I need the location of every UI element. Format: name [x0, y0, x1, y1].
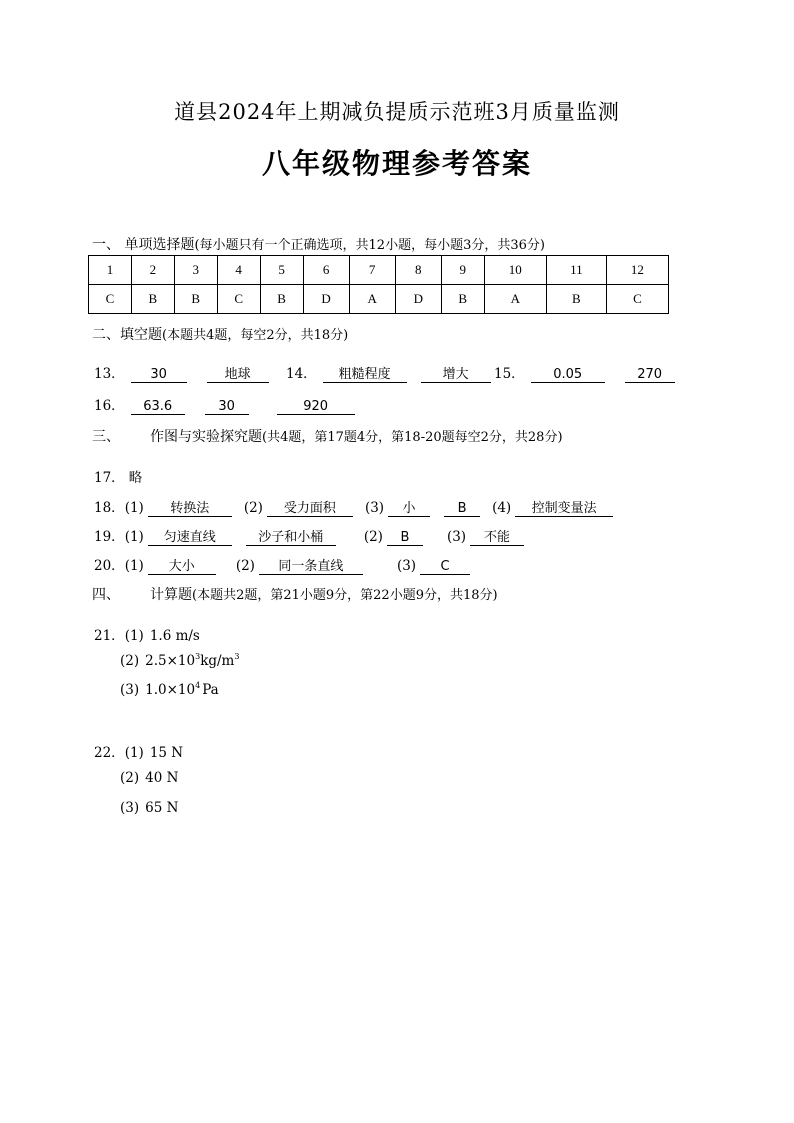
q-answer: B: [546, 285, 606, 314]
q21-number: 21．: [94, 628, 125, 644]
q21-part-3: (3): [120, 682, 140, 698]
q-number: 1: [89, 256, 132, 285]
q-number: 3: [174, 256, 217, 285]
q17-line: [94, 466, 142, 486]
q20-part-2: (2): [235, 558, 255, 574]
q13-answer-b: 地球: [207, 367, 269, 383]
q18-answer-3b: B: [444, 501, 480, 517]
q18-part-2: (2): [243, 500, 263, 516]
q21-answer-2-base: 2.5×10: [145, 653, 196, 669]
q-number: 4: [217, 256, 260, 285]
q22-answer-3: 65 N: [145, 800, 179, 816]
q15-answer-b: 270: [625, 367, 675, 383]
q13-line: [94, 362, 269, 383]
q-answer: C: [217, 285, 260, 314]
q21-answer-3-exponent: 4: [195, 681, 201, 690]
q-answer: A: [349, 285, 395, 314]
q16-answer-a: 63.6: [131, 399, 185, 415]
exam-title: 道县2024年上期减负提质示范班3月质量监测: [174, 100, 620, 124]
q20-line: [94, 554, 470, 575]
q22-part-2: (2): [120, 770, 140, 786]
q21-answer-3: [145, 682, 219, 698]
q15-number: 15．: [494, 366, 525, 382]
q17-answer: 略: [128, 470, 143, 486]
q-number: 11: [546, 256, 606, 285]
q21-answer-2: [145, 653, 239, 669]
section-1-label: 一、 单项选择题: [92, 237, 195, 253]
q18-answer-2: 受力面积: [267, 501, 353, 517]
q15-line: [494, 362, 675, 383]
q21-answer-3-unit: Pa: [202, 682, 219, 698]
q-number: 2: [131, 256, 174, 285]
q-answer: B: [131, 285, 174, 314]
q22-line-3: [120, 800, 178, 816]
q21-part-2: (2): [120, 653, 140, 669]
q18-part-1: (1): [124, 500, 144, 516]
q-answer: D: [395, 285, 441, 314]
q19-answer-1a: 匀速直线: [148, 530, 232, 546]
q-answer: C: [89, 285, 132, 314]
q-number: 7: [349, 256, 395, 285]
q16-answer-b: 30: [205, 399, 249, 415]
q19-answer-3: 不能: [470, 530, 524, 546]
q21-answer-3-base: 1.0×10: [145, 682, 196, 698]
q14-number: 14．: [286, 366, 317, 382]
q-answer: D: [303, 285, 349, 314]
section-2-note: (本题共4题，每空2分，共18分): [162, 328, 349, 343]
q-answer: B: [174, 285, 217, 314]
q21-answer-2-exponent: 3: [195, 652, 201, 661]
section-3-heading: [92, 426, 563, 446]
section-3-label: 三、: [92, 429, 120, 445]
q20-number: 20．: [94, 558, 125, 574]
q22-line-2: [120, 770, 178, 786]
q22-number: 22．: [94, 745, 125, 761]
q20-answer-3: C: [420, 559, 470, 575]
q-number: 8: [395, 256, 441, 285]
q19-part-3: (3): [446, 529, 467, 545]
q16-number: 16．: [94, 398, 125, 414]
q-answer: B: [260, 285, 303, 314]
q21-line-3: [120, 682, 219, 698]
q-number: 9: [441, 256, 484, 285]
q-answer: B: [441, 285, 484, 314]
q19-answer-2: B: [387, 530, 423, 546]
q18-answer-4: 控制变量法: [515, 501, 613, 517]
section-3-title: 作图与实验探究题: [150, 429, 262, 445]
q19-answer-1b: 沙子和小桶: [246, 530, 336, 546]
q22-line-1: [94, 741, 183, 761]
q22-part-1: (1): [124, 745, 144, 761]
q20-part-1: (1): [124, 558, 144, 574]
q15-answer-a: 0.05: [531, 367, 605, 383]
q21-line-1: [94, 624, 200, 644]
q18-part-4: (4): [492, 500, 512, 516]
q22-answer-1: 15 N: [149, 745, 184, 761]
q22-part-3: (3): [120, 800, 140, 816]
section-1-heading: [92, 234, 545, 254]
q21-answer-2-unit-exponent: 3: [234, 652, 240, 661]
answer-key-title: 八年级物理参考答案: [261, 147, 532, 180]
q-answer: A: [484, 285, 546, 314]
q14-line: [286, 362, 491, 383]
q14-answer-b: 增大: [421, 367, 491, 383]
q19-part-1: (1): [124, 529, 144, 545]
question-number-row: [89, 256, 669, 285]
q21-answer-1: 1.6 m/s: [149, 628, 200, 644]
q18-answer-3a: 小: [388, 501, 430, 517]
q18-number: 18．: [94, 500, 125, 516]
section-1-note: (每小题只有一个正确选项，共12小题，每小题3分，共36分): [194, 238, 545, 253]
q-number: 12: [606, 256, 668, 285]
q21-answer-2-unit: kg/m: [200, 653, 235, 669]
q-number: 10: [484, 256, 546, 285]
choice-answer-table: [88, 255, 669, 314]
q-number: 6: [303, 256, 349, 285]
q14-answer-a: 粗糙程度: [323, 367, 407, 383]
q20-answer-2: 同一条直线: [259, 559, 363, 575]
q22-answer-2: 40 N: [145, 770, 179, 786]
q20-part-3: (3): [396, 558, 417, 574]
q16-line: [94, 394, 355, 415]
q17-number: 17．: [94, 470, 125, 486]
q19-part-2: (2): [363, 529, 383, 545]
q19-number: 19．: [94, 529, 125, 545]
q16-answer-c: 920: [277, 399, 355, 415]
section-4-label: 四、: [92, 587, 120, 603]
section-2-label: 二、填空题: [92, 327, 162, 343]
q-answer: C: [606, 285, 668, 314]
section-4-title: 计算题: [150, 587, 192, 603]
section-4-heading: [92, 584, 498, 604]
section-3-note: (共4题，第17题4分，第18-20题每空2分，共28分): [262, 430, 563, 445]
section-4-note: (本题共2题，第21小题9分，第22小题9分，共18分): [192, 588, 498, 603]
q18-line: [94, 496, 613, 517]
q18-part-3: (3): [364, 500, 385, 516]
answer-row: [89, 285, 669, 314]
q21-line-2: [120, 653, 239, 669]
section-2-heading: [92, 324, 348, 344]
q13-answer-a: 30: [131, 367, 187, 383]
q21-part-1: (1): [124, 628, 144, 644]
q20-answer-1: 大小: [148, 559, 216, 575]
q13-number: 13．: [94, 366, 125, 382]
q18-answer-1: 转换法: [148, 501, 232, 517]
q19-line: [94, 525, 524, 546]
q-number: 5: [260, 256, 303, 285]
